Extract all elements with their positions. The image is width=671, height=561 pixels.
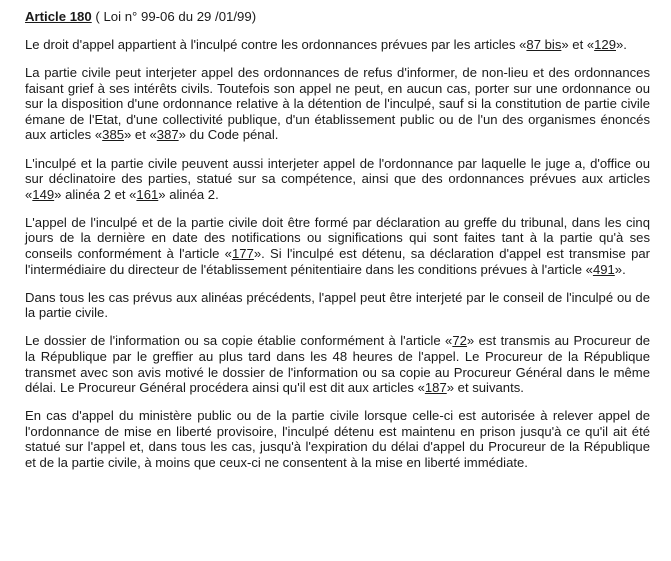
paragraph-text: En cas d'appel du ministère public ou de la partie civile lorsque celle-ci est autorisée à relever appel de l'ordonnance de mise en liberté provisoire, l'inculpé détenu est maintenu en prison jusqu'à ce qu'il ait été statué sur l'appel et, dans tous les cas, jusqu'à l'expiration du délai d'appel du Procureur de la République et de la partie civile, à moins que ceux-ci ne consentent à la mise en liberté immédiate. [25, 408, 650, 471]
paragraph-p7 [25, 408, 650, 470]
paragraph-text: » est transmis au Procureur de la République par le greffier au plus tard dans les 48 heures de l'appel. Le Procureur de la République transmet avec son avis motivé le dossier de l'information ou sa copie au Procureur Général dans le même délai. Le Procureur Général procédera ainsi qu'il est dit aux articles « [25, 333, 651, 396]
paragraph-text: Le droit d'appel appartient à l'inculpé contre les ordonnances prévues par les articles « [25, 37, 527, 52]
paragraph-p1 [25, 37, 650, 53]
paragraph-p2 [25, 65, 650, 143]
paragraph-text: ». Si l'inculpé est détenu, sa déclaration d'appel est transmise par l'intermédiaire du directeur de l'établissement pénitentiaire dans les conditions prévues à l'article « [25, 246, 650, 277]
paragraph-p3 [25, 156, 650, 203]
article-title: Article 180 [25, 9, 92, 24]
paragraph-p4 [25, 215, 650, 277]
paragraph-text: Le dossier de l'information ou sa copie établie conformément à l'article « [25, 333, 453, 349]
paragraph-text: » et suivants. [446, 380, 524, 396]
paragraph-text: La partie civile peut interjeter appel des ordonnances de refus d'informer, de non-lieu et des ordonnances faisant grief à ses intérêts civils. Toutefois son appel ne peut, en aucun cas, porter sur une ordonnance ou sur la disposition d'une ordonnance relative à la détention de l'inculpé, sauf si la constitution de partie civile émane de l'Etat, d'une collectivité publique, d'un établissement public ou de l'un des organismes énoncés aux articles « [25, 65, 650, 143]
paragraph-text: L'appel de l'inculpé et de la partie civile doit être formé par déclaration au greffe du tribunal, dans les cinq jours de la dernière en date des notifications ou significations qui sont faites tant à la partie qu'à ses conseils conformément à l'article « [25, 214, 650, 262]
paragraph-text: » et « [124, 127, 157, 143]
paragraph-text: » alinéa 2. [158, 186, 219, 202]
article-reference[interactable]: 149 [32, 186, 55, 202]
article-body [25, 37, 650, 471]
paragraph-p6 [25, 333, 650, 395]
paragraph-text: ». [616, 37, 627, 52]
paragraph-text: ». [614, 261, 626, 277]
article-reference[interactable]: 87 bis [526, 37, 562, 52]
paragraph-text: Dans tous les cas prévus aux alinéas précédents, l'appel peut être interjeté par le conseil de l'inculpé ou de la partie civile. [25, 289, 650, 321]
article-reference[interactable]: 387 [156, 127, 179, 143]
paragraph-text: » du Code pénal. [178, 127, 279, 143]
article-reference[interactable]: 491 [592, 261, 615, 277]
law-reference: ( Loi n° 99-06 du 29 /01/99) [95, 9, 257, 24]
article-reference[interactable]: 161 [136, 186, 159, 202]
article-reference[interactable]: 129 [594, 37, 616, 52]
paragraph-text: » et « [561, 37, 595, 52]
article-reference[interactable]: 385 [102, 127, 125, 143]
article-reference[interactable]: 72 [452, 333, 467, 349]
paragraph-text: » alinéa 2 et « [54, 186, 137, 202]
article-reference[interactable]: 187 [424, 380, 447, 396]
article-reference[interactable]: 177 [231, 246, 254, 262]
paragraph-text: L'inculpé et la partie civile peuvent aussi interjeter appel de l'ordonnance par laquelle le juge a, d'office ou sur déclinatoire des parties, statué sur sa compétence, ainsi que des ordonnances prévues aux articles « [25, 155, 650, 202]
article-heading [25, 9, 650, 25]
paragraph-p5 [25, 290, 650, 321]
